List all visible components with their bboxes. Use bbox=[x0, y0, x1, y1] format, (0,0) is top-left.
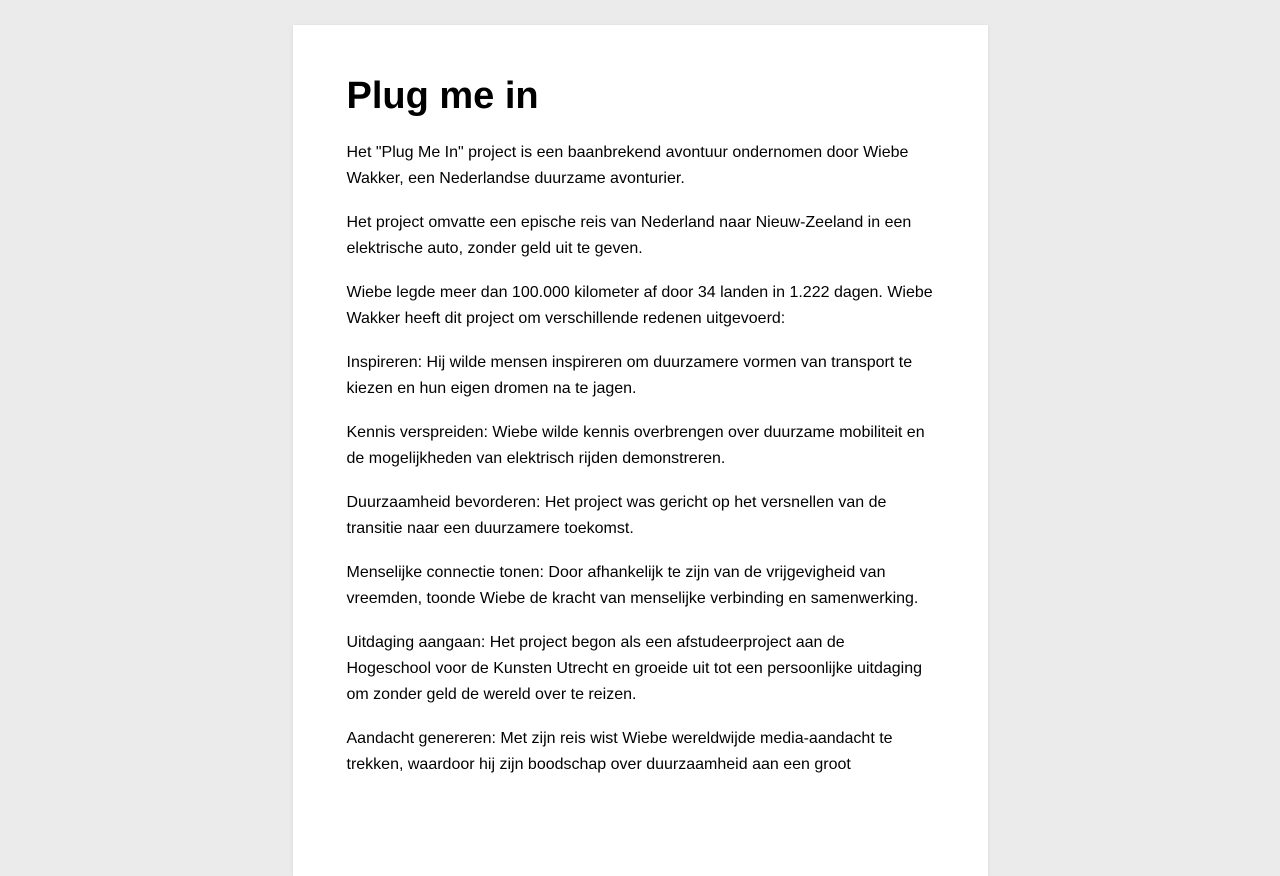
paragraph-connectie: Menselijke connectie tonen: Door afhankelijk te zijn van de vrijgevigheid van vreemden, toonde Wiebe de kracht van menselijke verbinding en samenwerking. bbox=[346, 564, 919, 607]
paragraph-intro: Het "Plug Me In" project is een baanbrekend avontuur ondernomen door Wiebe Wakker, een Nederlandse duurzame avonturier. bbox=[346, 144, 909, 187]
paragraph-kennis: Kennis verspreiden: Wiebe wilde kennis overbrengen over duurzame mobiliteit en de mogelijkheden van elektrisch rijden demonstreren. bbox=[346, 424, 925, 467]
page-background bbox=[0, 25, 1280, 876]
paragraph-uitdaging: Uitdaging aangaan: Het project begon als een afstudeerproject aan de Hogeschool voor de Kunsten Utrecht en groeide uit tot een persoonlijke uitdaging om zonder geld de wereld over te reizen. bbox=[346, 634, 922, 703]
paragraph-stats: Wiebe legde meer dan 100.000 kilometer af door 34 landen in 1.222 dagen. Wiebe Wakker heeft dit project om verschillende redenen uitgevoerd: bbox=[346, 284, 933, 327]
paragraph-aandacht: Aandacht genereren: Met zijn reis wist Wiebe wereldwijde media-aandacht te trekken, waardoor hij zijn boodschap over duurzaamheid aan een groot bbox=[346, 730, 893, 773]
paragraph-duurzaamheid: Duurzaamheid bevorderen: Het project was gericht op het versnellen van de transitie naar een duurzamere toekomst. bbox=[346, 494, 887, 537]
paragraph-inspireren: Inspireren: Hij wilde mensen inspireren om duurzamere vormen van transport te kiezen en hun eigen dromen na te jagen. bbox=[346, 354, 913, 397]
document-title: Plug me in bbox=[346, 75, 539, 117]
document-sheet bbox=[293, 25, 988, 876]
paragraph-journey: Het project omvatte een epische reis van Nederland naar Nieuw-Zeeland in een elektrische auto, zonder geld uit te geven. bbox=[346, 214, 912, 257]
